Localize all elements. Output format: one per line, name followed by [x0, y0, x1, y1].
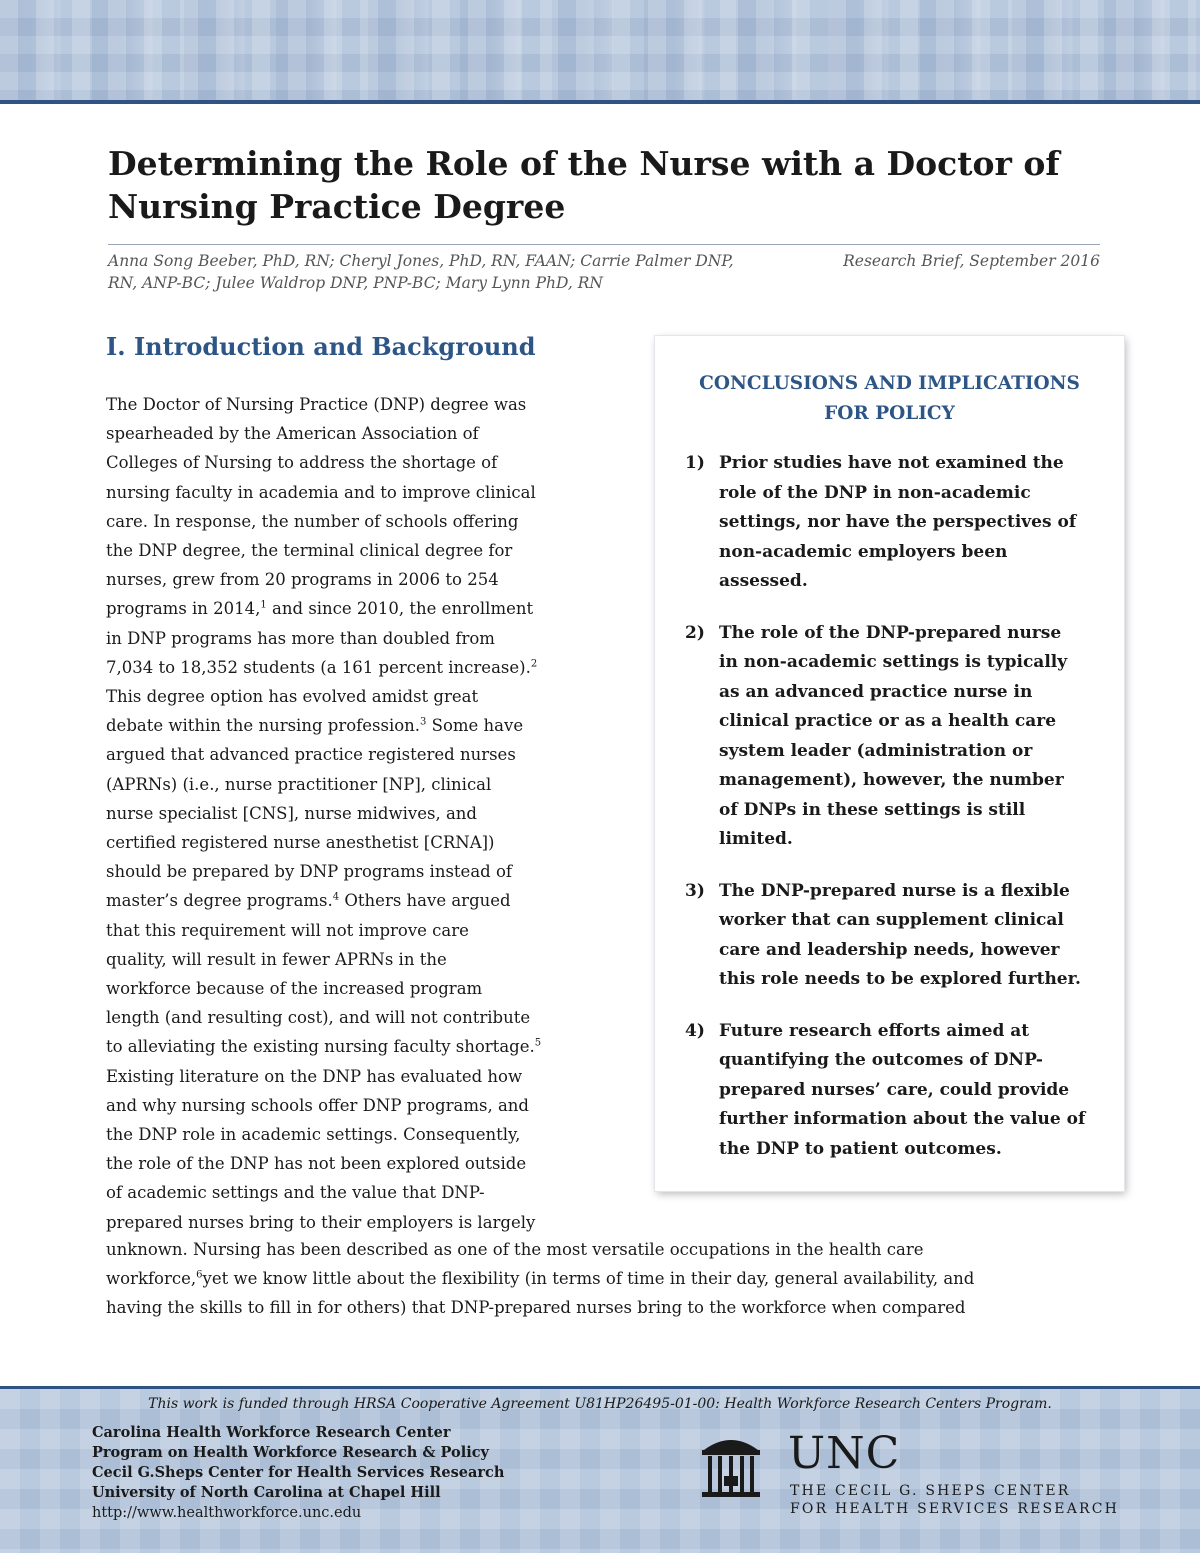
org-line: Cecil G.Sheps Center for Health Services Research [92, 1464, 505, 1481]
author-line: Anna Song Beeber, PhD, RN; Cheryl Jones, PhD, RN, FAAN; Carrie Palmer DNP, [108, 252, 734, 270]
conclusion-item [685, 877, 1115, 995]
body-text-line [106, 974, 576, 1003]
conclusion-number: 4) [685, 1020, 705, 1041]
conclusions-list [685, 449, 1115, 1186]
body-text-line [106, 1149, 576, 1178]
title-line: Determining the Role of the Nurse with a Doctor of [108, 144, 1060, 183]
body-text-segment: care. In response, the number of schools offering [106, 511, 519, 531]
body-text-line [106, 1091, 576, 1120]
conclusion-line: of DNPs in these settings is still [719, 799, 1026, 820]
body-text-line [106, 536, 576, 565]
conclusion-line: further information about the value of [719, 1109, 1086, 1129]
body-text-segment: quality, will result in fewer APRNs in the [106, 949, 447, 969]
conclusion-line: non-academic employers been [719, 541, 1008, 562]
section-heading: I. Introduction and Background [106, 332, 536, 361]
logo-sub-line: FOR HEALTH SERVICES RESEARCH [790, 1501, 1120, 1517]
conclusions-sidebar [655, 336, 1124, 1191]
conclusion-line: The DNP-prepared nurse is a flexible [719, 880, 1070, 901]
conclusion-line: limited. [719, 829, 793, 849]
body-text-segment: workforce, [106, 1269, 197, 1289]
body-text-segment: argued that advanced practice registered nurses [106, 745, 516, 765]
body-text-full-width [106, 1235, 1096, 1323]
body-text-segment: certified registered nurse anesthetist [CRNA]) [106, 833, 495, 853]
body-text-segment: length (and resulting cost), and will not contribute [106, 1008, 531, 1028]
conclusion-item [685, 1017, 1115, 1165]
body-text-segment: master’s degree programs. [106, 891, 333, 911]
body-text-segment: This degree option has evolved amidst great [106, 687, 479, 707]
org-line: Program on Health Workforce Research & Policy [92, 1444, 489, 1461]
conclusion-number: 2) [685, 622, 705, 643]
body-text-segment: programs in 2014, [106, 599, 261, 619]
body-text-segment: nurse specialist [CNS], nurse midwives, and [106, 803, 477, 823]
conclusion-item [685, 449, 1115, 597]
body-text-line [106, 419, 576, 448]
body-text-line [106, 653, 576, 682]
body-text-segment: the DNP role in academic settings. Consequently, [106, 1125, 521, 1145]
conclusion-line: Prior studies have not examined the [719, 453, 1064, 473]
organization-address [92, 1423, 504, 1523]
body-text-line [106, 624, 576, 653]
body-text-segment: 7,034 to 18,352 students (a 161 percent increase). [106, 657, 531, 677]
header-pattern-band [0, 0, 1200, 100]
conclusion-line: clinical practice or as a health care [719, 711, 1057, 731]
body-text-line [106, 799, 576, 828]
body-text-segment: Some have [426, 716, 524, 736]
research-brief-date: Research Brief, September 2016 [843, 252, 1100, 270]
title-line: Nursing Practice Degree [108, 187, 566, 226]
funding-statement: This work is funded through HRSA Cooperative Agreement U81HP26495-01-00: Health Workforce Research Centers Program. [148, 1396, 1052, 1412]
body-text-line [106, 1062, 576, 1091]
conclusion-line: Future research efforts aimed at [719, 1020, 1030, 1041]
body-text-segment: debate within the nursing profession. [106, 716, 421, 736]
body-text-line [106, 565, 576, 594]
conclusion-line: role of the DNP in non-academic [719, 482, 1031, 503]
body-text-segment: prepared nurses bring to their employers is largely [106, 1212, 536, 1232]
conclusion-line: as an advanced practice nurse in [719, 681, 1033, 702]
body-text-line [106, 770, 576, 799]
body-text-segment: having the skills to fill in for others) that DNP-prepared nurses bring to the workforce when compared [106, 1298, 966, 1318]
body-text-line [106, 1264, 1096, 1293]
body-text-line [106, 682, 576, 711]
conclusion-item [685, 619, 1115, 855]
body-text-segment: to alleviating the existing nursing faculty shortage. [106, 1037, 535, 1057]
website-link[interactable]: http://www.healthworkforce.unc.edu [92, 1505, 362, 1521]
conclusion-number: 1) [685, 453, 705, 473]
conclusion-text [719, 619, 1115, 855]
body-text-segment: of academic settings and the value that DNP- [106, 1183, 485, 1203]
body-text-line [106, 857, 576, 886]
body-text-segment: and since 2010, the enrollment [266, 599, 534, 619]
body-text-line [106, 945, 576, 974]
body-text-segment: unknown. Nursing has been described as one of the most versatile occupations in the health care [106, 1240, 924, 1259]
conclusion-line: worker that can supplement clinical [719, 910, 1064, 930]
conclusion-line: this role needs to be explored further. [719, 969, 1081, 989]
body-text-left-column [106, 390, 576, 1237]
footnote-reference: 3 [420, 716, 427, 728]
body-text-line [106, 1178, 576, 1207]
body-text-line [106, 1032, 576, 1061]
conclusion-text [719, 449, 1115, 597]
body-text-line [106, 478, 576, 507]
conclusion-number: 3) [685, 880, 705, 901]
body-text-segment: nursing faculty in academia and to improve clinical [106, 482, 536, 502]
byline-divider [108, 244, 1100, 245]
body-text-line [106, 1293, 1096, 1322]
conclusion-line: assessed. [719, 571, 808, 591]
footnote-reference: 1 [260, 599, 267, 611]
body-text-line [106, 1235, 1096, 1264]
body-text-segment: Existing literature on the DNP has evaluated how [106, 1066, 523, 1086]
body-text-line [106, 390, 576, 419]
body-text-segment: and why nursing schools offer DNP programs, and [106, 1095, 529, 1115]
sidebar-title-line: FOR POLICY [824, 403, 955, 424]
body-text-line [106, 507, 576, 536]
body-text-line [106, 828, 576, 857]
footnote-reference: 4 [332, 891, 340, 903]
old-well-logo-icon [700, 1432, 762, 1502]
org-line: Carolina Health Workforce Research Center [92, 1424, 451, 1441]
body-text-segment: in DNP programs has more than doubled from [106, 628, 495, 648]
body-text-segment: nurses, grew from 20 programs in 2006 to 254 [106, 570, 499, 590]
body-text-segment: Others have argued [339, 891, 511, 911]
conclusion-text [719, 1017, 1115, 1165]
body-text-segment: the role of the DNP has not been explored outside [106, 1154, 527, 1174]
conclusion-line: The role of the DNP-prepared nurse [719, 622, 1062, 643]
body-text-segment: workforce because of the increased program [106, 979, 483, 999]
body-text-segment: that this requirement will not improve care [106, 920, 469, 940]
body-text-line [106, 711, 576, 740]
body-text-line [106, 886, 576, 915]
body-text-segment: spearheaded by the American Association of [106, 424, 479, 444]
body-text-line [106, 740, 576, 769]
conclusion-line: management), however, the number [719, 770, 1064, 790]
org-line: University of North Carolina at Chapel Hill [92, 1484, 441, 1501]
unc-logo-text: UNC [788, 1428, 901, 1479]
body-text-line [106, 916, 576, 945]
conclusion-line: settings, nor have the perspectives of [719, 512, 1077, 532]
conclusion-line: the DNP to patient outcomes. [719, 1138, 1002, 1159]
conclusion-line: in non-academic settings is typically [719, 652, 1068, 672]
conclusion-line: prepared nurses’ care, could provide [719, 1079, 1070, 1100]
footnote-reference: 2 [530, 658, 538, 670]
body-text-line [106, 1120, 576, 1149]
body-text-segment: yet we know little about the flexibility (in terms of time in their day, general availability, and [202, 1269, 975, 1289]
body-text-segment: the DNP degree, the terminal clinical degree for [106, 541, 513, 561]
body-text-segment: (APRNs) (i.e., nurse practitioner [NP], clinical [106, 774, 492, 794]
sidebar-title-line: CONCLUSIONS AND IMPLICATIONS [699, 373, 1080, 394]
logo-sub-line: THE CECIL G. SHEPS CENTER [790, 1483, 1071, 1499]
body-text-line [106, 594, 576, 623]
body-text-segment: should be prepared by DNP programs instead of [106, 862, 513, 882]
footnote-reference: 6 [196, 1269, 203, 1281]
header-rule [0, 100, 1200, 104]
body-text-line [106, 1208, 576, 1237]
author-list [108, 250, 768, 294]
body-text-line [106, 1003, 576, 1032]
sidebar-title [655, 369, 1124, 429]
document-title [108, 142, 1088, 228]
conclusion-line: quantifying the outcomes of DNP- [719, 1050, 1043, 1070]
author-line: RN, ANP-BC; Julee Waldrop DNP, PNP-BC; Mary Lynn PhD, RN [108, 274, 603, 292]
body-text-segment: The Doctor of Nursing Practice (DNP) degree was [106, 395, 527, 414]
body-text-segment: Colleges of Nursing to address the shortage of [106, 453, 498, 473]
sheps-center-logo-text [790, 1482, 1119, 1518]
footnote-reference: 5 [534, 1037, 542, 1049]
conclusion-line: system leader (administration or [719, 740, 1033, 761]
conclusion-line: care and leadership needs, however [719, 939, 1060, 960]
conclusion-text [719, 877, 1115, 995]
body-text-line [106, 448, 576, 477]
